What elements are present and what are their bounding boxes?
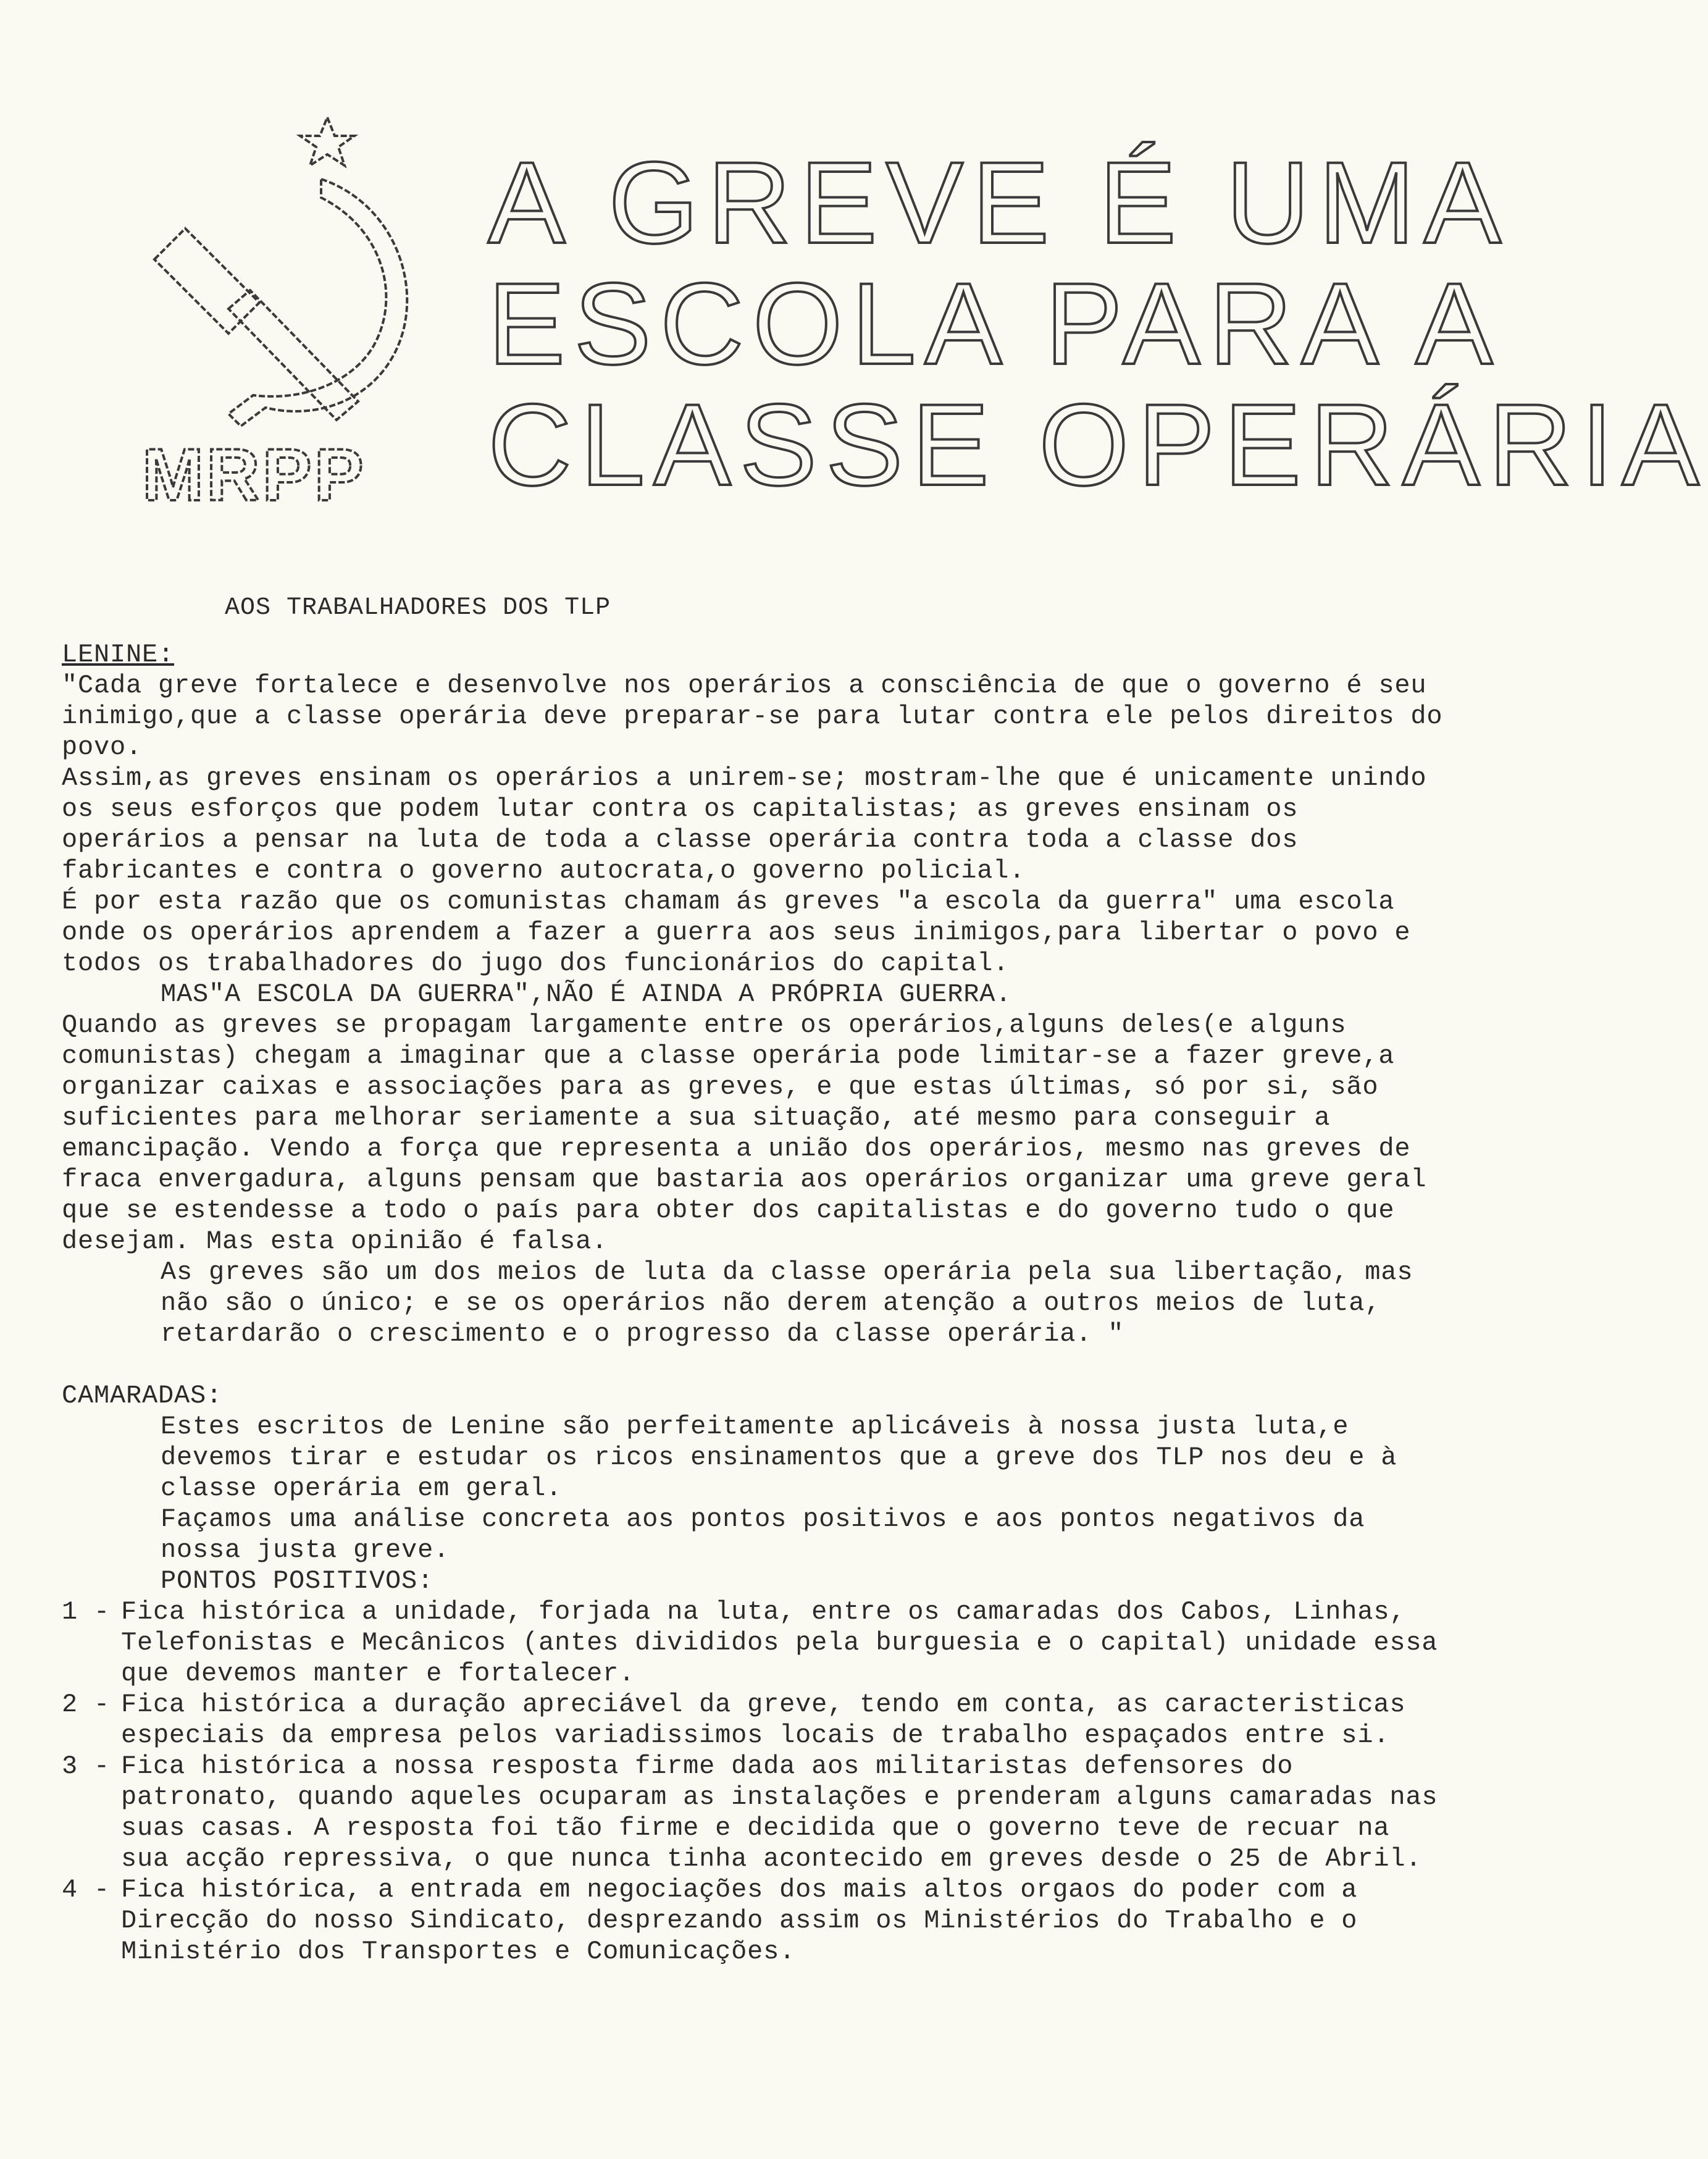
logo-text: MRPP <box>142 434 366 516</box>
camaradas-paragraph-1: Estes escritos de Lenine são perfeitamente aplicáveis à nossa justa luta,e devemos tirar e estudar os ricos ensinamentos que a greve dos TLP nos deu e à classe operária em geral. <box>161 1412 1413 1503</box>
point-number: 1 - <box>62 1597 111 1627</box>
mrpp-emblem <box>136 105 482 525</box>
point-text: Fica histórica a unidade, forjada na luta, entre os camaradas dos Cabos, Linhas, Telefonistas e Mecânicos (antes divididos pela burguesia e o capital) unidade essa que devemos manter e fortalecer. <box>121 1597 1438 1688</box>
leaflet-title <box>488 138 1708 509</box>
title-line-1: A GREVE É UMA <box>488 138 1510 267</box>
lenine-paragraph-4: MAS"A ESCOLA DA GUERRA",NÃO É AINDA A PRÓPRIA GUERRA. <box>161 979 1012 1009</box>
hammer-sickle-icon <box>136 105 482 525</box>
lenine-paragraph-5: Quando as greves se propagam largamente entre os operários,alguns deles(e alguns comunistas) chegam a imaginar que a classe operária pode limitar-se a fazer greve,a organizar caixas e associações para as greves, e que estas últimas, só por si, são suficientes para melhorar seriamente a sua situação, até mesmo para conseguir a emancipação. Vendo a força que representa a união dos operários, mesmo nas greves de fraca envergadura, alguns pensam que bastaria aos operários organizar uma greve geral que se estendesse a todo o país para obter dos capitalistas e do governo tudo o que desejam. Mas esta opinião é falsa. <box>62 1010 1443 1256</box>
point-text: Fica histórica a nossa resposta firme dada aos militaristas defensores do patronato, quando aqueles ocuparam as instalações e prenderam alguns camaradas nas suas casas. A resposta foi tão firme e decidida que o governo teve de recuar na sua acção repressiva, o que nunca tinha acontecido em greves desde o 25 de Abril. <box>121 1751 1438 1874</box>
title-line-3: CLASSE OPERÁRIA <box>488 380 1708 509</box>
lenine-label: LENINE: <box>62 640 175 669</box>
point-number: 4 - <box>62 1875 111 1905</box>
point-item <box>62 1596 1445 1689</box>
lenine-paragraph-3: É por esta razão que os comunistas chamam ás greves "a escola da guerra" uma escola onde os operários aprendem a fazer a guerra aos seus inimigos,para libertar o povo e todos os trabalhadores do jugo dos funcionários do capital. <box>62 887 1427 978</box>
point-item <box>62 1751 1445 1874</box>
point-item <box>62 1874 1445 1967</box>
point-text: Fica histórica a duração apreciável da greve, tendo em conta, as caracteristicas especiais da empresa pelos variadissimos locais de trabalho espaçados entre si. <box>121 1690 1406 1750</box>
title-line-2: ESCOLA PARA A <box>488 259 1502 388</box>
camaradas-paragraph-2: Façamos uma análise concreta aos pontos positivos e aos pontos negativos da nossa justa greve. <box>161 1504 1381 1565</box>
point-number: 2 - <box>62 1690 111 1719</box>
point-item <box>62 1689 1445 1751</box>
point-number: 3 - <box>62 1751 111 1781</box>
positivos-heading: PONTOS POSITIVOS: <box>161 1566 434 1596</box>
camaradas-label: CAMARADAS: <box>62 1381 223 1411</box>
lenine-paragraph-2: Assim,as greves ensinam os operários a unirem-se; mostram-lhe que é unicamente unindo os seus esforços que podem lutar contra os capitalistas; as greves ensinam os operários a pensar na luta de toda a classe operária contra toda a classe dos fabricantes e contra o governo autocrata,o governo policial. <box>62 763 1443 886</box>
lenine-paragraph-6: As greves são um dos meios de luta da classe operária pela sua libertação, mas não são o único; e se os operários não derem atenção a outros meios de luta, retardarão o crescimento e o progresso da classe operária. " <box>161 1257 1430 1349</box>
lenine-paragraph-1: "Cada greve fortalece e desenvolve nos operários a consciência de que o governo é seu inimigo,que a classe operária deve preparar-se para lutar contra ele pelos direitos do povo. <box>62 671 1459 762</box>
recipient-heading: AOS TRABALHADORES DOS TLP <box>225 594 611 622</box>
point-text: Fica histórica, a entrada em negociações dos mais altos orgaos do poder com a Direcção do nosso Sindicato, desprezando assim os Ministérios do Trabalho e o Ministério dos Transportes e Comunicações. <box>121 1875 1358 1966</box>
leaflet-body <box>62 639 1459 1967</box>
